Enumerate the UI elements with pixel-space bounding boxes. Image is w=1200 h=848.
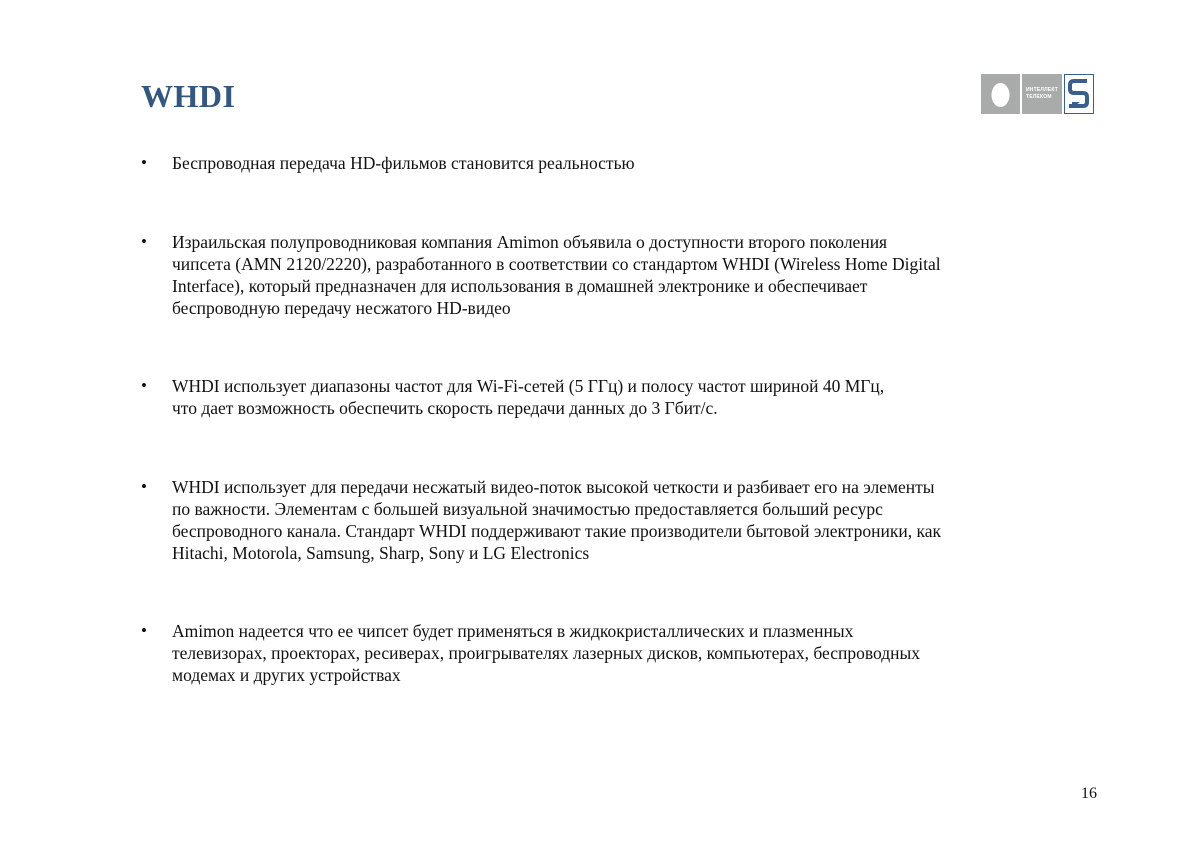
slide-title: WHDI	[141, 78, 236, 114]
bullet-marker: •	[141, 376, 147, 395]
bullet-text: Amimon надеется что ее чипсет будет применяться в жидкокристаллических и плазменных телевизорах, проекторах, ресиверах, проигрывателях лазерных дисков, компьютерах, беспроводных модемах и других устройствах	[172, 621, 921, 685]
logo-text-line1: ИНТЕЛЛЕКТ	[1026, 87, 1058, 93]
bullet-item	[141, 375, 1071, 419]
bullet-item	[141, 231, 1071, 319]
bullet-marker: •	[141, 232, 147, 251]
logo-wordmark	[1022, 74, 1062, 114]
bullet-item	[141, 152, 1071, 174]
bullet-text: Израильская полупроводниковая компания Amimon объявила о доступности второго поколения чипсета (AMN 2120/2220), разработанного в соответствии со стандартом WHDI (Wireless Home Digital Interface), который предназначен для использования в домашней электронике и обеспечивает беспроводную передачу несжатого HD-видео	[172, 232, 941, 318]
bullet-marker: •	[141, 621, 147, 640]
bullet-text: Беспроводная передача HD-фильмов становится реальностью	[172, 153, 635, 173]
bullet-item	[141, 476, 1071, 564]
bullet-marker: •	[141, 153, 147, 172]
egg-icon	[981, 74, 1020, 114]
bullet-text: WHDI использует для передачи несжатый видео-поток высокой четкости и разбивает его на элементы по важности. Элементам с большей визуальной значимостью предоставляется больший ресурс беспроводного канала. Стандарт WHDI поддерживают такие производители бытовой электроники, как Hitachi, Motorola, Samsung, Sharp, Sony и LG Electronics	[172, 477, 942, 563]
bullet-item	[141, 620, 1071, 686]
company-logo	[981, 74, 1094, 114]
bullet-text: WHDI использует диапазоны частот для Wi-Fi-сетей (5 ГГц) и полосу частот шириной 40 МГц, что дает возможность обеспечить скорость передачи данных до 3 Гбит/с.	[172, 376, 885, 418]
page-number: 16	[1081, 785, 1097, 802]
logo-text-line2: ТЕЛЕКОМ	[1026, 94, 1052, 100]
bullet-marker: •	[141, 477, 147, 496]
s-mark-icon	[1064, 74, 1094, 114]
